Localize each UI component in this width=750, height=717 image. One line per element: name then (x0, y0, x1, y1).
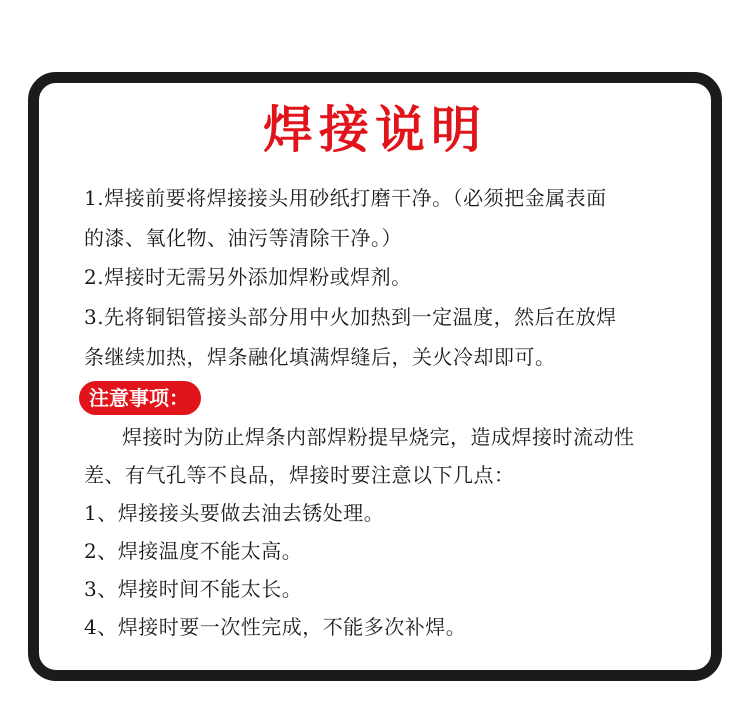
instruction-line: 3.先将铜铝管接头部分用中火加热到一定温度，然后在放焊 (84, 305, 617, 329)
notice-point: 2、焊接温度不能太高。 (84, 539, 303, 563)
notice-intro-line: 差、有气孔等不良品，焊接时要注意以下几点： (84, 463, 515, 487)
instruction-line: 的漆、氧化物、油污等清除干净。） (84, 226, 402, 250)
notice-point: 1、焊接接头要做去油去锈处理。 (84, 501, 385, 525)
instruction-line: 2.焊接时无需另外添加焊粉或焊剂。 (84, 265, 412, 289)
notice-intro-line: 焊接时为防止焊条内部焊粉提早烧完，造成焊接时流动性 (122, 425, 635, 449)
instruction-line: 1.焊接前要将焊接接头用砂纸打磨干净。（必须把金属表面 (84, 186, 607, 210)
page-title: 焊接说明 (263, 101, 487, 159)
notice-point: 4、焊接时要一次性完成，不能多次补焊。 (84, 615, 467, 639)
notice-point: 3、焊接时间不能太长。 (84, 577, 303, 601)
instruction-line: 条继续加热，焊条融化填满焊缝后，关火冷却即可。 (84, 345, 556, 369)
notice-badge: 注意事项： (79, 381, 201, 415)
instruction-card (28, 72, 722, 681)
